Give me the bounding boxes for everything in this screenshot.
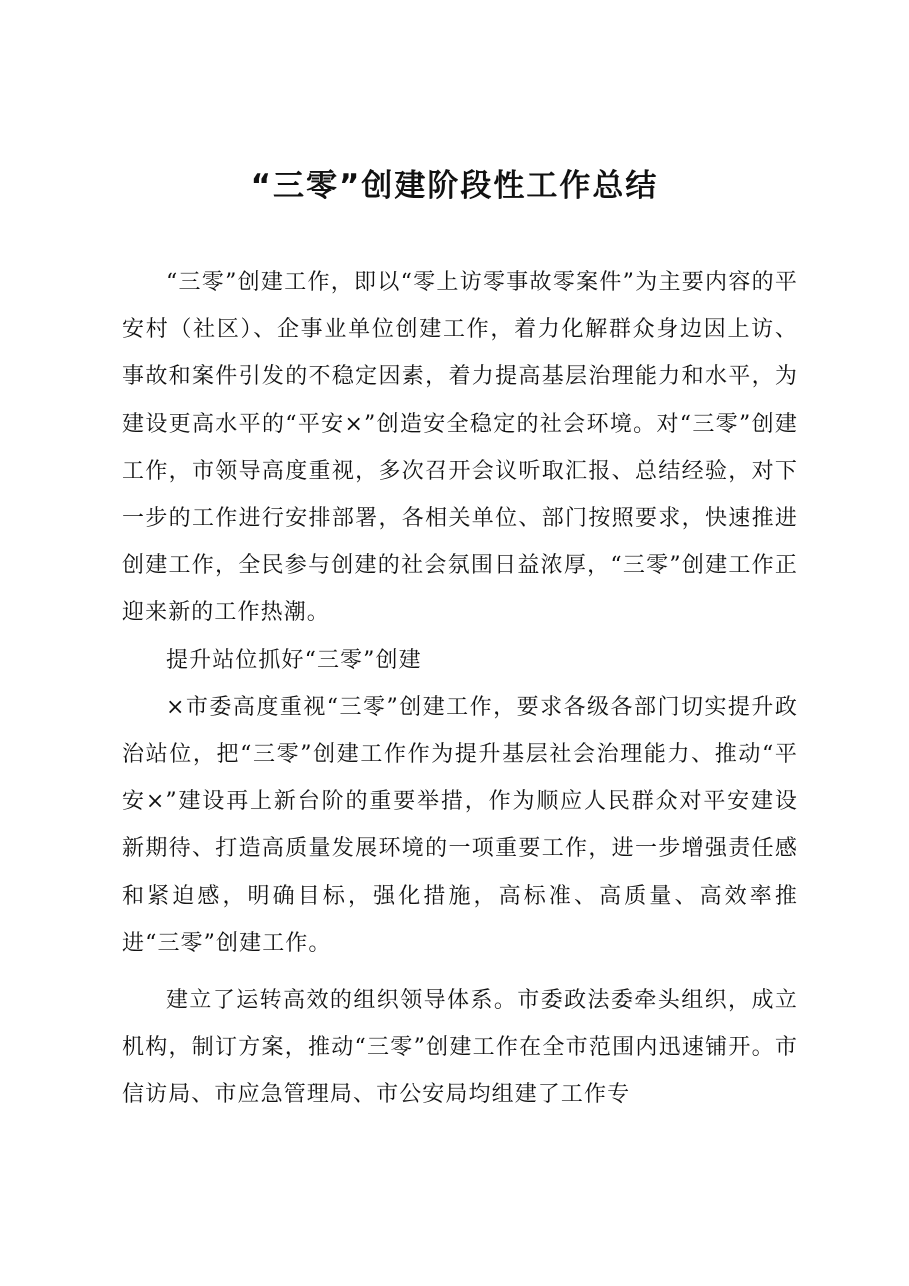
section-heading: 提升站位抓好“三零”创建 <box>166 647 422 673</box>
paragraph-city-committee: ×市委高度重视“三零”创建工作，要求各级各部门切实提升政治站位，把“三零”创建工作作为提升基层社会治理能力、推动“平安×”建设再上新台阶的重要举措，作为顺应人民群众对平安建设新期待、打造高质量发展环境的一项重要工作，进一步增强责任感和紧迫感，明确目标，强化措施，高标准、高质量、高效率推进“三零”创建工作。 <box>122 694 798 956</box>
document-title: “三零”创建阶段性工作总结 <box>250 168 659 204</box>
document-body <box>122 259 798 1119</box>
paragraph-organization: 建立了运转高效的组织领导体系。市委政法委牵头组织，成立机构，制订方案，推动“三零”创建工作在全市范围内迅速铺开。市信访局、市应急管理局、市公安局均组建了工作专 <box>122 988 798 1108</box>
paragraph-intro: “三零”创建工作，即以“零上访零事故零案件”为主要内容的平安村（社区）、企事业单位创建工作，着力化解群众身边因上访、事故和案件引发的不稳定因素，着力提高基层治理能力和水平，为建设更高水平的“平安×”创造安全稳定的社会环境。对“三零”创建工作，市领导高度重视，多次召开会议听取汇报、总结经验，对下一步的工作进行安排部署，各相关单位、部门按照要求，快速推进创建工作，全民参与创建的社会氛围日益浓厚，“三零”创建工作正迎来新的工作热潮。 <box>122 270 798 626</box>
